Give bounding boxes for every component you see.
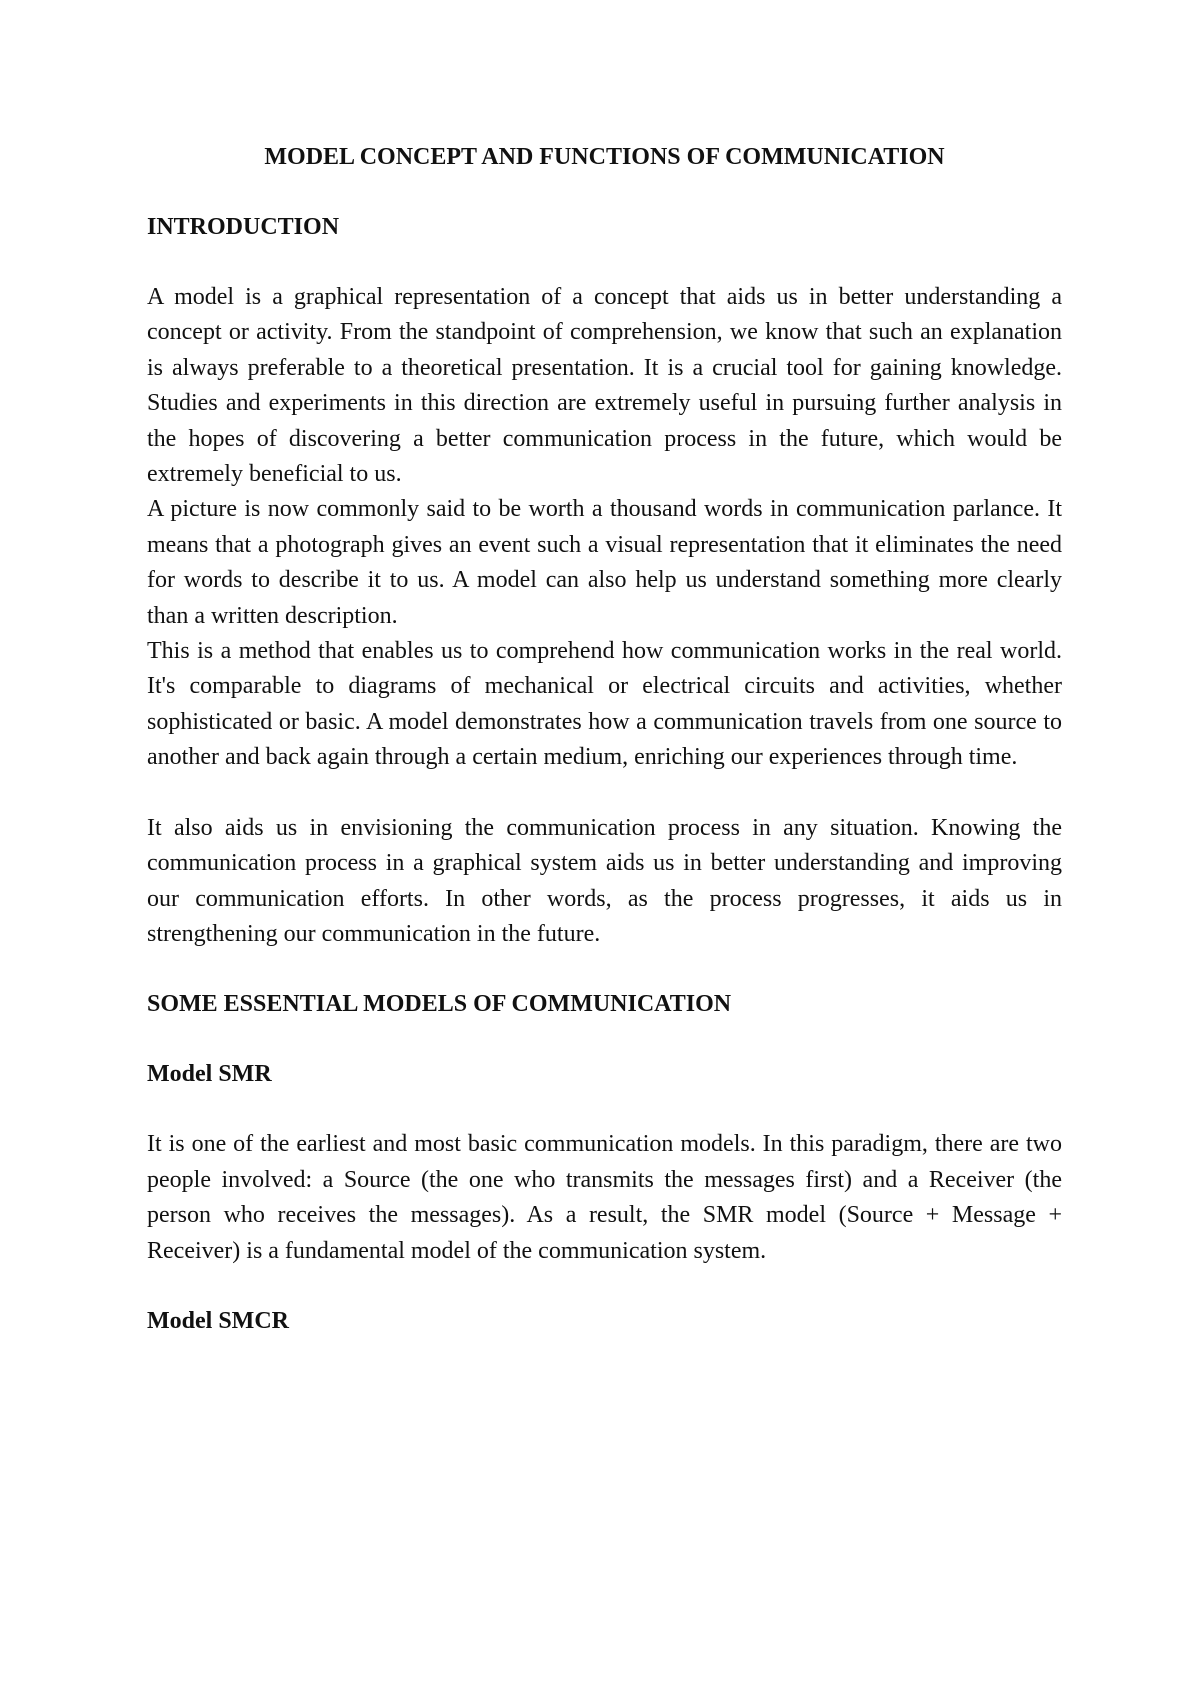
smcr-heading: Model SMCR (147, 1307, 289, 1334)
smr-heading: Model SMR (147, 1061, 272, 1088)
intro-paragraph-4: It also aids us in envisioning the communication process in any situation. Knowing the communication process in a graphical system aids us in better understanding and improving our communication efforts. In other words, as the process progresses, it aids us in strengthening our communication in the future. (147, 814, 1062, 947)
document-page (147, 140, 1062, 1339)
models-heading: SOME ESSENTIAL MODELS OF COMMUNICATION (147, 991, 732, 1018)
document-title: MODEL CONCEPT AND FUNCTIONS OF COMMUNICATION (264, 144, 945, 170)
intro-paragraph-3: This is a method that enables us to comprehend how communication works in the real world. It's comparable to diagrams of mechanical or electrical circuits and activities, whether sophisticated or basic. A model demonstrates how a communication travels from one source to another and back again through a certain medium, enriching our experiences through time. (147, 638, 1062, 771)
intro-paragraph-2: A picture is now commonly said to be worth a thousand words in communication parlance. It means that a photograph gives an event such a visual representation that it eliminates the need for words to describe it to us. A model can also help us understand something more clearly than a written description. (147, 496, 1062, 629)
smr-paragraph: It is one of the earliest and most basic communication models. In this paradigm, there are two people involved: a Source (the one who transmits the messages first) and a Receiver (the person who receives the messages). As a result, the SMR model (Source + Message + Receiver) is a fundamental model of the communication system. (147, 1131, 1062, 1264)
intro-paragraph-1: A model is a graphical representation of a concept that aids us in better understanding a concept or activity. From the standpoint of comprehension, we know that such an explanation is always preferable to a theoretical presentation. It is a crucial tool for gaining knowledge. Studies and experiments in this direction are extremely useful in pursuing further analysis in the hopes of discovering a better communication process in the future, which would be extremely beneficial to us. (147, 284, 1062, 488)
introduction-heading: INTRODUCTION (147, 214, 340, 240)
